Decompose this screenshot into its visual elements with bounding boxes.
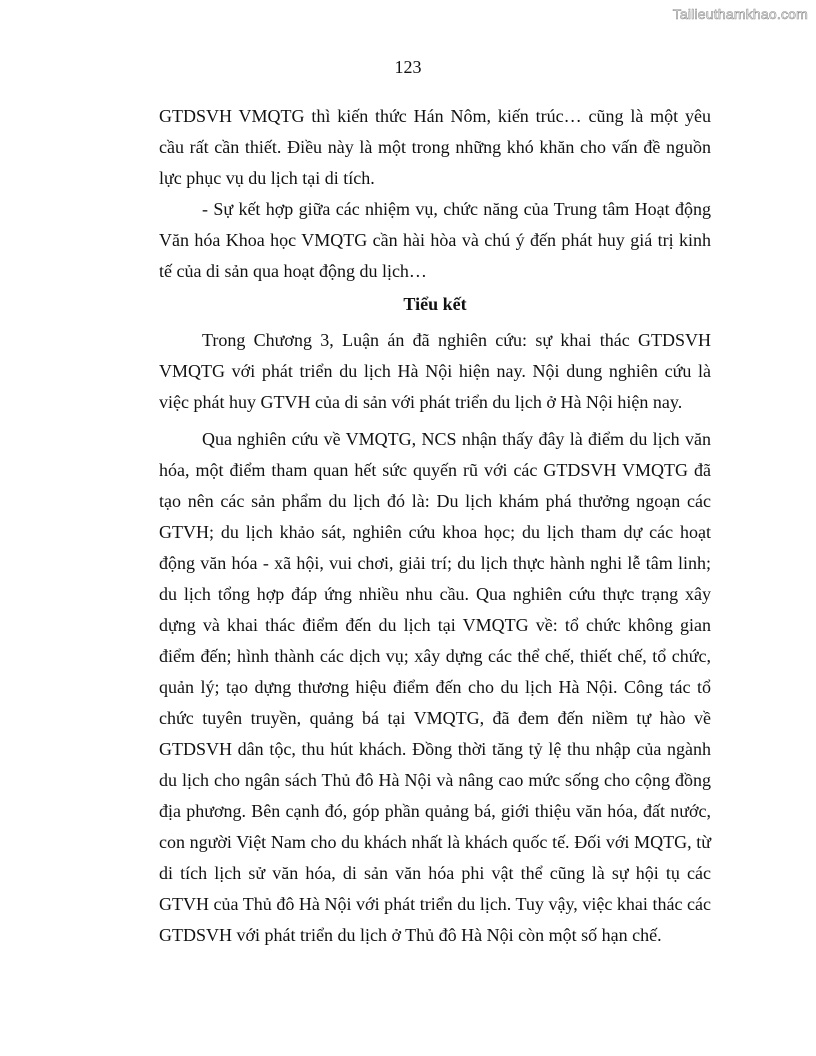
watermark: Tailieuthamkhao.com — [672, 6, 808, 22]
paragraph-continued: GTDSVH VMQTG thì kiến thức Hán Nôm, kiến trúc… cũng là một yêu cầu rất cần thiết. Điều này là một trong những khó khăn cho vấn đề nguồn lực phục vụ du lịch tại di tích. — [159, 106, 711, 188]
paragraph-summary-body: Qua nghiên cứu về VMQTG, NCS nhận thấy đây là điểm du lịch văn hóa, một điểm tham quan hết sức quyến rũ với các GTDSVH VMQTG đã tạo nên các sản phẩm du lịch đó là: Du lịch khám phá thưởng ngoạn các GTVH; du lịch khảo sát, nghiên cứu khoa học; du lịch tham dự các hoạt động văn hóa - xã hội, vui chơi, giải trí; du lịch thực hành nghi lễ tâm linh; du lịch tổng hợp đáp ứng nhiều nhu cầu. Qua nghiên cứu thực trạng xây dựng và khai thác điểm đến du lịch tại VMQTG về: tổ chức không gian điểm đến; hình thành các dịch vụ; xây dựng các thể chế, thiết chế, tổ chức, quản lý; tạo dựng thương hiệu điểm đến cho du lịch Hà Nội. Công tác tổ chức tuyên truyền, quảng bá tại VMQTG, đã đem đến niềm tự hào về GTDSVH dân tộc, thu hút khách. Đồng thời tăng tỷ lệ thu nhập của ngành du lịch cho ngân sách Thủ đô Hà Nội và nâng cao mức sống cho cộng đồng địa phương. Bên cạnh đó, góp phần quảng bá, giới thiệu văn hóa, đất nước, con người Việt Nam cho du khách nhất là khách quốc tế. Đối với MQTG, từ di tích lịch sử văn hóa, di sản văn hóa phi vật thể cũng là sự hội tụ các GTVH của Thủ đô Hà Nội với phát triển du lịch. Tuy vậy, việc khai thác các GTDSVH với phát triển du lịch ở Thủ đô Hà Nội còn một số hạn chế. — [159, 429, 711, 945]
document-body — [159, 101, 711, 951]
page-number: 123 — [394, 57, 422, 77]
paragraph-bullet: - Sự kết hợp giữa các nhiệm vụ, chức năng của Trung tâm Hoạt động Văn hóa Khoa học VMQTG cần hài hòa và chú ý đến phát huy giá trị kinh tế của di sản qua hoạt động du lịch… — [159, 199, 711, 281]
paragraph-summary-intro: Trong Chương 3, Luận án đã nghiên cứu: sự khai thác GTDSVH VMQTG với phát triển du lịch Hà Nội hiện nay. Nội dung nghiên cứu là việc phát huy GTVH của di sản với phát triển du lịch ở Hà Nội hiện nay. — [159, 330, 711, 412]
section-heading: Tiểu kết — [403, 294, 467, 314]
